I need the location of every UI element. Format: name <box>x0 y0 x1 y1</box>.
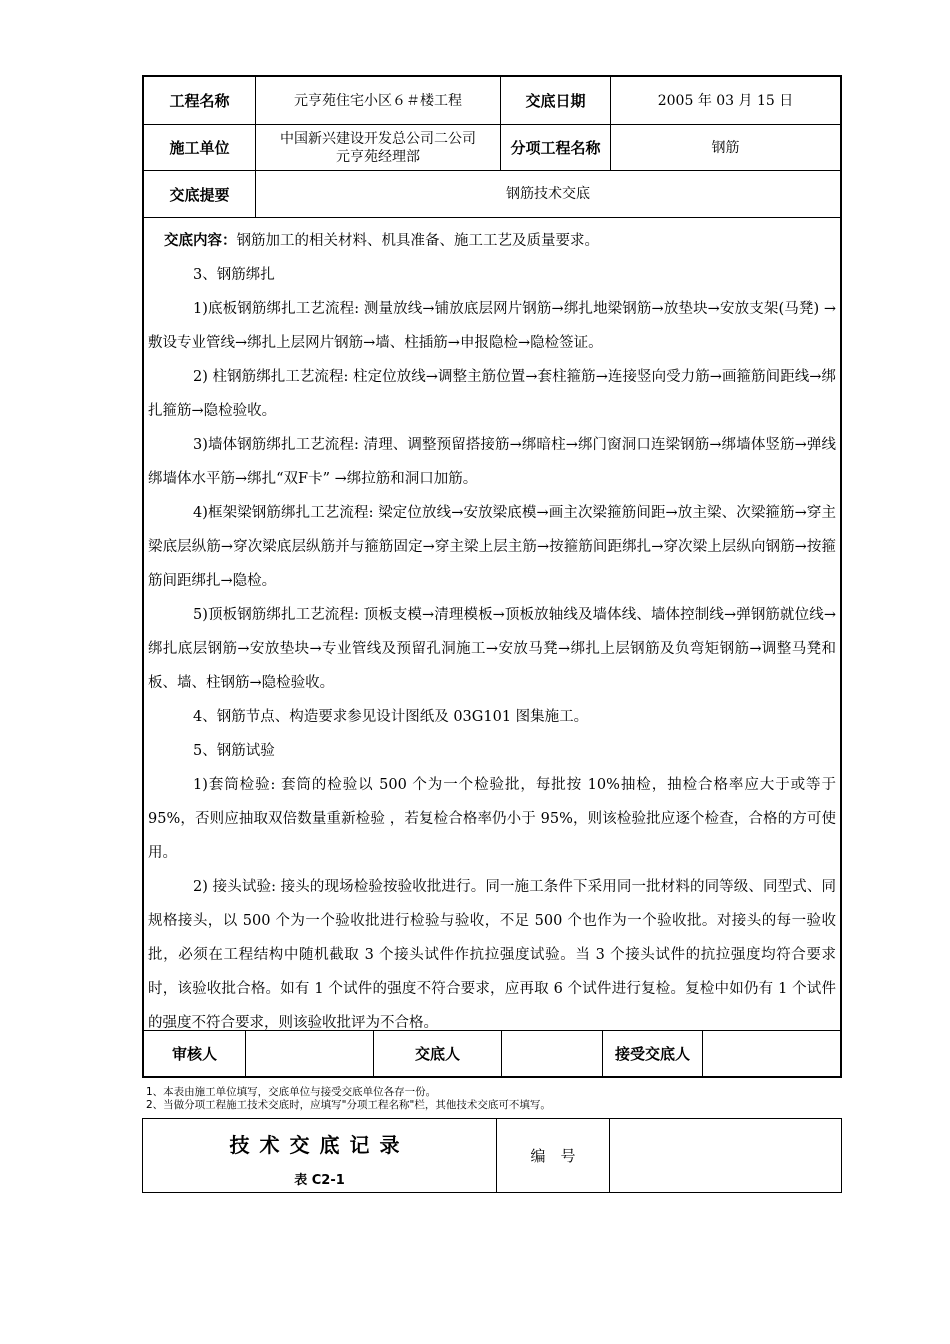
section-3-heading: 3、钢筋绑扎 <box>193 267 275 283</box>
content-intro-label: 交底内容： <box>164 233 237 249</box>
paragraph-joint-test: 2) 接头试验: 接头的现场检验按验收批进行。同一施工条件下采用同一批材料的同等级、同型式、同规格接头，以 500 个为一个验收批进行检验与验收，不足 500 个也作为一个验收批。对接头的每一验收批，必须在工程结构中随机截取 3 个接头试件作抗拉强度试验。当 3 个接头试件的抗拉强度均符合要求时，该验收批合格。如有 1 个试件的强度不符合要求，应再取 6 个试件进行复检。复检中如仍有 1 个试件的强度不符合要求，则该验收批评为不合格。 <box>148 879 836 1031</box>
form-code: 表 C2-1 <box>294 1173 345 1188</box>
sub-project-label: 分项工程名称 <box>500 125 610 170</box>
footer-title-cell <box>143 1119 496 1192</box>
project-name-label: 工程名称 <box>169 92 230 110</box>
number-value[interactable] <box>609 1119 841 1192</box>
disclosure-content <box>144 218 840 1031</box>
paragraph-sleeve-test: 1)套筒检验: 套筒的检验以 500 个为一个检验批，每批按 10%抽检，抽检合格率应大于或等于 95%，否则应抽取双倍数量重新检验 ，若复检合格率仍小于 95%，则该检验批应逐个检查，合格的方可使用。 <box>148 777 836 861</box>
reviewer-value[interactable] <box>245 1031 373 1076</box>
signature-row <box>144 1031 840 1076</box>
summary-row <box>144 171 840 218</box>
paragraph-floor-slab: 1)底板钢筋绑扎工艺流程: 测量放线→铺放底层网片钢筋→绑扎地梁钢筋→放垫块→安放支架(马凳) →敷设专业管线→绑扎上层网片钢筋→墙、柱插筋→申报隐检→隐检签证。 <box>148 301 836 351</box>
disclosure-form-table <box>142 75 842 1078</box>
contractor-label: 施工单位 <box>169 139 230 157</box>
receiver-label: 接受交底人 <box>602 1031 702 1076</box>
contractor-value-line1: 中国新兴建设开发总公司二公司 <box>280 130 476 147</box>
section-4-heading: 4、钢筋节点、构造要求参见设计图纸及 03G101 图集施工。 <box>193 709 589 725</box>
number-label: 编 号 <box>496 1119 609 1192</box>
presenter-value[interactable] <box>501 1031 602 1076</box>
content-intro-text: 钢筋加工的相关材料、机具准备、施工工艺及质量要求。 <box>236 233 599 249</box>
paragraph-frame-beam: 4)框架梁钢筋绑扎工艺流程: 梁定位放线→安放梁底模→画主次梁箍筋间距→放主梁、次梁箍筋→穿主梁底层纵筋→穿次梁底层纵筋并与箍筋固定→穿主梁上层主筋→按箍筋间距绑扎→穿次梁上层纵向钢筋→按箍筋间距绑扎→隐检。 <box>148 505 836 589</box>
paragraph-column: 2) 柱钢筋绑扎工艺流程: 柱定位放线→调整主筋位置→套柱箍筋→连接竖向受力筋→画箍筋间距线→绑扎箍筋→隐检验收。 <box>148 369 836 419</box>
contractor-row <box>144 125 840 171</box>
project-name-row <box>144 77 840 125</box>
summary-label: 交底提要 <box>169 185 230 204</box>
note-1: 1、本表由施工单位填写，交底单位与接受交底单位各存一份。 <box>146 1086 437 1098</box>
summary-value: 钢筋技术交底 <box>255 171 840 217</box>
form-title: 技术交底记录 <box>229 1133 410 1157</box>
contractor-value-line2: 元亨苑经理部 <box>336 148 420 165</box>
section-5-heading: 5、钢筋试验 <box>193 743 275 759</box>
footer-table <box>142 1118 842 1193</box>
paragraph-roof-slab: 5)顶板钢筋绑扎工艺流程: 顶板支模→清理模板→顶板放轴线及墙体线、墙体控制线→弹钢筋就位线→绑扎底层钢筋→安放垫块→专业管线及预留孔洞施工→安放马凳→绑扎上层钢筋及负弯矩钢筋→调整马凳和板、墙、柱钢筋→隐检验收。 <box>148 607 836 691</box>
paragraph-wall: 3)墙体钢筋绑扎工艺流程: 清理、调整预留搭接筋→绑暗柱→绑门窗洞口连梁钢筋→绑墙体竖筋→弹线绑墙体水平筋→绑扎“双F卡” →绑拉筋和洞口加筋。 <box>148 437 836 487</box>
date-label: 交底日期 <box>500 77 610 124</box>
note-2: 2、当做分项工程施工技术交底时，应填写"分项工程名称"栏，其他技术交底可不填写。 <box>146 1099 551 1111</box>
form-notes <box>146 1086 551 1112</box>
sub-project-value: 钢筋 <box>610 125 840 170</box>
content-intro <box>148 224 836 258</box>
project-name-value: 元亨苑住宅小区６＃楼工程 <box>255 77 500 124</box>
date-value: 2005 年 03 月 15 日 <box>610 77 840 124</box>
contractor-value <box>255 125 500 170</box>
receiver-value[interactable] <box>702 1031 840 1076</box>
presenter-label: 交底人 <box>373 1031 501 1076</box>
reviewer-label: 审核人 <box>171 1045 217 1063</box>
